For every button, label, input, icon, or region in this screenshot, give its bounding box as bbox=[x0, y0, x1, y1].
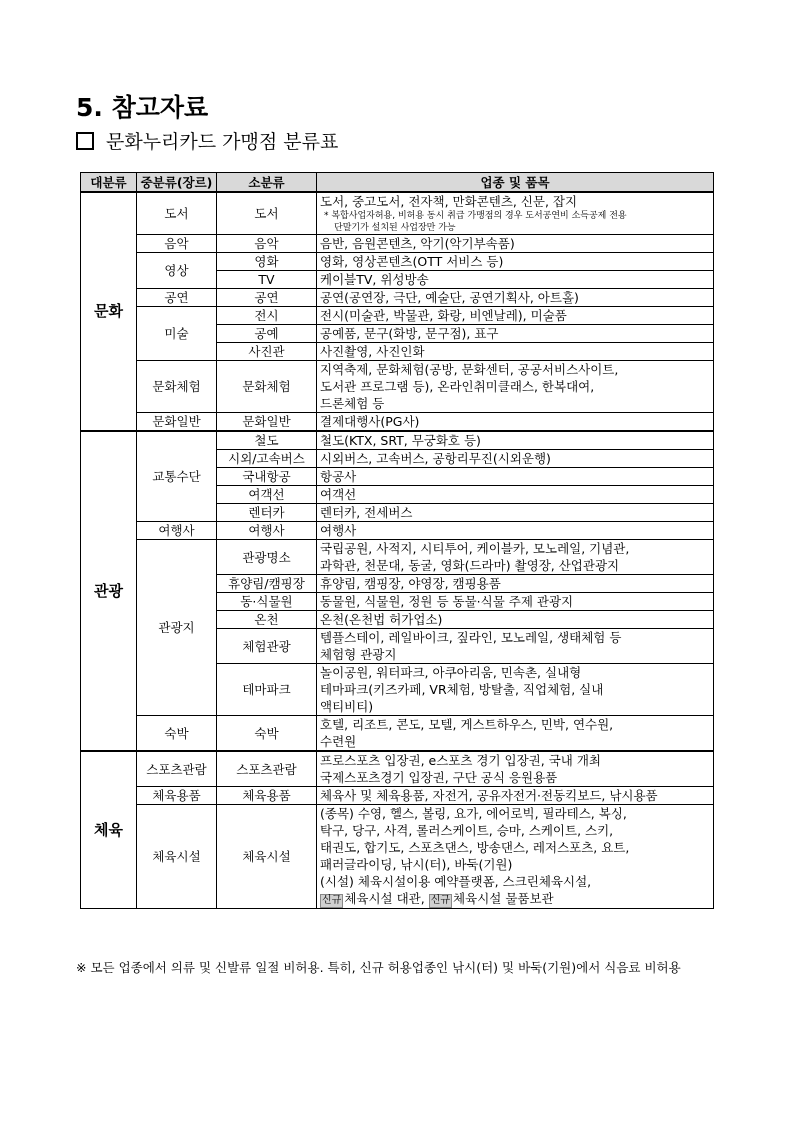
badge-item-text: 체육시설 대관, bbox=[344, 891, 425, 906]
sub-category-cell: 영화 bbox=[217, 253, 317, 271]
items-line: (종목) 수영, 헬스, 볼링, 요가, 에어로빅, 필라테스, 복싱, bbox=[320, 806, 627, 821]
checkbox-square-icon bbox=[76, 132, 94, 150]
sub-category-cell: 관광명소 bbox=[217, 540, 317, 575]
items-line: 수련원 bbox=[320, 734, 357, 749]
items-line: 영화, 영상콘텐츠(OTT 서비스 등) bbox=[320, 254, 504, 269]
table-row bbox=[81, 289, 714, 307]
items-cell bbox=[317, 431, 714, 450]
sub-category-cell: 동·식물원 bbox=[217, 593, 317, 611]
table-row bbox=[81, 751, 714, 787]
mid-category-cell: 음악 bbox=[137, 235, 217, 253]
items-cell bbox=[317, 192, 714, 235]
items-line: 렌터카, 전세버스 bbox=[320, 505, 413, 520]
items-line: 항공사 bbox=[320, 469, 357, 484]
table-row bbox=[81, 253, 714, 271]
items-cell bbox=[317, 413, 714, 432]
header-items: 업종 및 품목 bbox=[317, 173, 714, 193]
new-badge: 신규 bbox=[430, 895, 451, 906]
items-line: 지역축제, 문화체험(공방, 문화센터, 공공서비스사이트, bbox=[320, 362, 619, 377]
mid-category-cell: 교통수단 bbox=[137, 431, 217, 522]
mid-category-cell: 스포츠관람 bbox=[137, 751, 217, 787]
items-line: 체육사 및 체육용품, 자전거, 공유자전거·전동킥보드, 낚시용품 bbox=[320, 788, 658, 803]
items-cell bbox=[317, 787, 714, 805]
items-line: 도서관 프로그램 등), 온라인취미클래스, 한복대여, bbox=[320, 379, 595, 394]
sub-category-cell: 여객선 bbox=[217, 486, 317, 504]
items-cell bbox=[317, 486, 714, 504]
note-line: 단말기가 설치된 사업장만 가능 bbox=[334, 223, 456, 233]
table-row bbox=[81, 307, 714, 325]
sub-category-cell: 여행사 bbox=[217, 522, 317, 540]
mid-category-cell: 영상 bbox=[137, 253, 217, 289]
items-cell bbox=[317, 271, 714, 289]
table-row bbox=[81, 787, 714, 805]
items-line: 탁구, 당구, 사격, 롤러스케이트, 승마, 스케이트, 스키, bbox=[320, 823, 614, 838]
items-line: 동물원, 식물원, 정원 등 동물·식물 주제 관광지 bbox=[320, 594, 574, 609]
table-row bbox=[81, 805, 714, 909]
footnote: ※ 모든 업종에서 의류 및 신발류 일절 비허용. 특히, 신규 허용업종인 낚시(터) 및 바둑(기원)에서 식음료 비허용 bbox=[76, 960, 681, 975]
table-header-row bbox=[81, 173, 714, 193]
sub-category-cell: 철도 bbox=[217, 431, 317, 450]
items-line: 패러글라이딩, 낚시(터), 바둑(기원) bbox=[320, 857, 513, 872]
items-line: 템플스테이, 레일바이크, 짚라인, 모노레일, 생태체험 등 bbox=[320, 630, 622, 645]
items-cell bbox=[317, 235, 714, 253]
table-row bbox=[81, 431, 714, 450]
items-cell bbox=[317, 540, 714, 575]
items-cell bbox=[317, 751, 714, 787]
major-category-cell: 체육 bbox=[81, 751, 137, 909]
sub-category-cell: 숙박 bbox=[217, 716, 317, 752]
mid-category-cell: 숙박 bbox=[137, 716, 217, 752]
table-row bbox=[81, 540, 714, 575]
items-cell bbox=[317, 325, 714, 343]
sub-category-cell: 문화체험 bbox=[217, 361, 317, 413]
items-line: 테마파크(키즈카페, VR체험, 방탈출, 직업체험, 실내 bbox=[320, 682, 604, 697]
major-category-cell: 관광 bbox=[81, 431, 137, 751]
header-sub: 소분류 bbox=[217, 173, 317, 193]
items-line: 국립공원, 사적지, 시티투어, 케이블카, 모노레일, 기념관, bbox=[320, 541, 630, 556]
items-cell bbox=[317, 522, 714, 540]
items-cell bbox=[317, 504, 714, 522]
items-cell bbox=[317, 664, 714, 716]
items-line: 놀이공원, 워터파크, 아쿠아리움, 민속촌, 실내형 bbox=[320, 665, 582, 680]
items-line: 케이블TV, 위성방송 bbox=[320, 272, 429, 287]
new-badge: 신규 bbox=[322, 895, 342, 906]
items-line: 결제대행사(PG사) bbox=[320, 414, 420, 429]
mid-category-cell: 체육시설 bbox=[137, 805, 217, 909]
items-cell bbox=[317, 343, 714, 361]
items-line: 여행사 bbox=[320, 523, 357, 538]
table-row bbox=[81, 716, 714, 752]
major-category-cell: 문화 bbox=[81, 192, 137, 431]
items-cell bbox=[317, 716, 714, 752]
classification-table bbox=[80, 172, 714, 909]
items-line: 과학관, 천문대, 동굴, 영화(드라마) 촬영장, 산업관광지 bbox=[320, 558, 620, 573]
sub-category-cell: 국내항공 bbox=[217, 468, 317, 486]
mid-category-cell: 문화체험 bbox=[137, 361, 217, 413]
sub-category-cell: 스포츠관람 bbox=[217, 751, 317, 787]
items-cell bbox=[317, 307, 714, 325]
items-line: 휴양림, 캠핑장, 야영장, 캠핑용품 bbox=[320, 576, 501, 591]
items-line: 호텔, 리조트, 콘도, 모텔, 게스트하우스, 민박, 연수원, bbox=[320, 717, 614, 732]
sub-category-cell: 공연 bbox=[217, 289, 317, 307]
table-row bbox=[81, 361, 714, 413]
mid-category-cell: 여행사 bbox=[137, 522, 217, 540]
sub-category-cell: 온천 bbox=[217, 611, 317, 629]
sub-category-cell: 체육시설 bbox=[217, 805, 317, 909]
badge-items-line bbox=[320, 890, 710, 908]
sub-category-cell: 체험관광 bbox=[217, 629, 317, 664]
items-cell bbox=[317, 593, 714, 611]
items-line: 태권도, 합기도, 스포츠댄스, 방송댄스, 레저스포츠, 요트, bbox=[320, 840, 630, 855]
mid-category-cell: 도서 bbox=[137, 192, 217, 235]
items-line: 음반, 음원콘텐츠, 악기(악기부속품) bbox=[320, 236, 515, 251]
items-line: 액티비티) bbox=[320, 699, 374, 714]
table-body bbox=[81, 192, 714, 909]
section-subtitle bbox=[76, 127, 338, 154]
sub-category-cell: 음악 bbox=[217, 235, 317, 253]
items-cell bbox=[317, 629, 714, 664]
sub-category-cell: TV bbox=[217, 271, 317, 289]
items-line: 공연(공연장, 극단, 예술단, 공연기획사, 아트홀) bbox=[320, 290, 579, 305]
items-line: 프로스포츠 입장권, e스포츠 경기 입장권, 국내 개최 bbox=[320, 753, 601, 768]
table-row bbox=[81, 235, 714, 253]
items-cell bbox=[317, 289, 714, 307]
items-line: 국제스포츠경기 입장권, 구단 공식 응원용품 bbox=[320, 770, 558, 785]
mid-category-cell: 체육용품 bbox=[137, 787, 217, 805]
items-cell bbox=[317, 468, 714, 486]
items-cell bbox=[317, 611, 714, 629]
items-line: 철도(KTX, SRT, 무궁화호 등) bbox=[320, 433, 481, 448]
items-line: 온천(온천법 허가업소) bbox=[320, 612, 443, 627]
items-line: (시설) 체육시설이용 예약플랫폼, 스크린체육시설, bbox=[320, 874, 592, 889]
sub-category-cell: 전시 bbox=[217, 307, 317, 325]
page-title: 5. 참고자료 bbox=[76, 93, 209, 122]
sub-category-cell: 테마파크 bbox=[217, 664, 317, 716]
items-cell bbox=[317, 253, 714, 271]
items-line: 체험형 관광지 bbox=[320, 647, 397, 662]
sub-category-cell: 시외/고속버스 bbox=[217, 450, 317, 468]
items-cell bbox=[317, 575, 714, 593]
items-cell bbox=[317, 361, 714, 413]
items-line: 전시(미술관, 박물관, 화랑, 비엔날레), 미술품 bbox=[320, 308, 567, 323]
header-mid: 중분류(장르) bbox=[137, 173, 217, 193]
sub-category-cell: 사진관 bbox=[217, 343, 317, 361]
sub-category-cell: 렌터카 bbox=[217, 504, 317, 522]
items-line: 시외버스, 고속버스, 공항리무진(시외운행) bbox=[320, 451, 551, 466]
mid-category-cell: 공연 bbox=[137, 289, 217, 307]
sub-category-cell: 휴양림/캠핑장 bbox=[217, 575, 317, 593]
table-row bbox=[81, 192, 714, 235]
sub-category-cell: 체육용품 bbox=[217, 787, 317, 805]
subtitle-text: 문화누리카드 가맹점 분류표 bbox=[106, 131, 339, 153]
items-line: 도서, 중고도서, 전자책, 만화콘텐츠, 신문, 잡지 bbox=[320, 194, 578, 209]
sub-category-cell: 문화일반 bbox=[217, 413, 317, 432]
sub-category-cell: 도서 bbox=[217, 192, 317, 235]
items-cell bbox=[317, 805, 714, 909]
mid-category-cell: 미술 bbox=[137, 307, 217, 361]
badge-item-text: 체육시설 물품보관 bbox=[453, 891, 554, 906]
table-row bbox=[81, 413, 714, 432]
mid-category-cell: 관광지 bbox=[137, 540, 217, 716]
note-line: * 복합사업자허용, 비허용 동시 취급 가맹점의 경우 도서공연비 소득공제 전용 bbox=[324, 211, 627, 221]
table-row bbox=[81, 522, 714, 540]
mid-category-cell: 문화일반 bbox=[137, 413, 217, 432]
items-cell bbox=[317, 450, 714, 468]
sub-category-cell: 공예 bbox=[217, 325, 317, 343]
items-line: 공예품, 문구(화방, 문구점), 표구 bbox=[320, 326, 499, 341]
header-major: 대분류 bbox=[81, 173, 137, 193]
items-line: 여객선 bbox=[320, 487, 357, 502]
items-line: 드론체험 등 bbox=[320, 396, 385, 411]
items-line: 사진촬영, 사진인화 bbox=[320, 344, 425, 359]
